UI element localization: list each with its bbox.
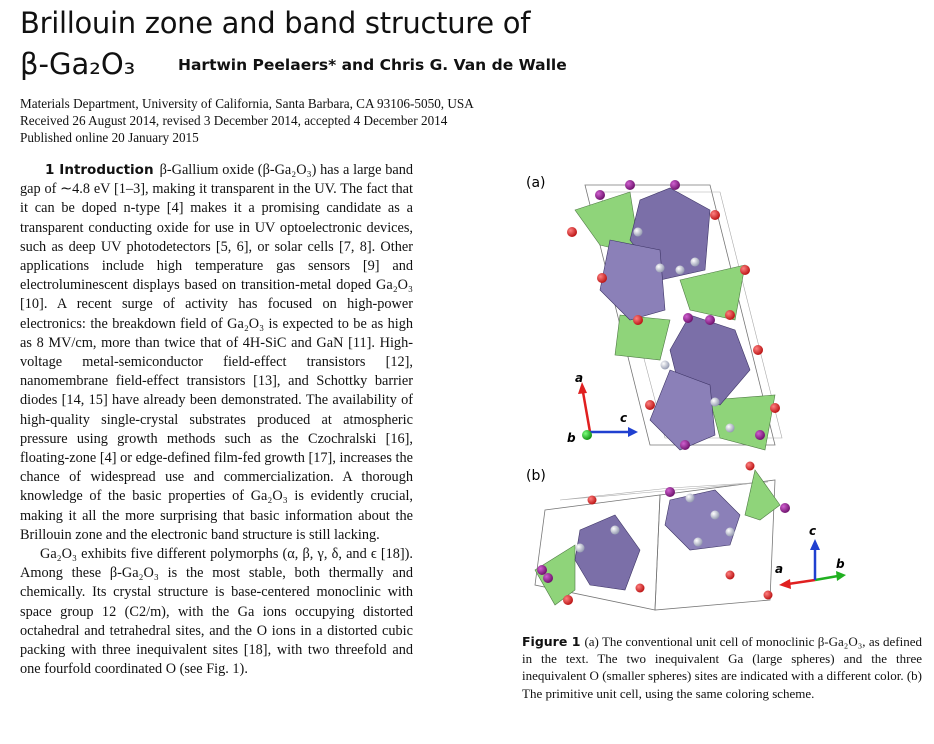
intro-paragraph-1-text: β-Gallium oxide (β-Ga₂O₃) has a large band gap of ∼4.8 eV [1–3], making it transparent in the UV. The fact that it can be doped n-type [4] makes it a promising candidate as a transparent conducting oxide for use in UV optoelectronic devices, such as deep UV photodetectors [5, 6], or solar cells [7, 8]. Other applications include high temperature gas sensors [9] and electroluminescent displays based on transition-metal doped Ga₂O₃ [10]. A recent surge of activity has focused on high-power electronics: the breakdown field of Ga₂O₃ is expected to be as high as 8 MV/cm, more than twice that of 4H-SiC and GaN [11]. High-voltage metal-semiconductor field-effect transistors [12], nanomembrane field-effect transistors [13], and Schottky barrier diodes [14, 15] have already been demonstrated. The availability of high-quality single-crystal substrates produced at atmospheric pressure using growth methods such as the Czochralski [16], floating-zone [4] or edge-defined film-fed growth [17], increases the chance of widespread use and commercialization. A thorough knowledge of the basic properties of Ga₂O₃ is evidently crucial, making it all the more surprising that basic information about the Brillouin zone and the electronic band structure is still lacking. bbox=[20, 162, 413, 543]
oxygen-atom bbox=[753, 345, 763, 355]
oxygen-atom bbox=[680, 440, 690, 450]
caption-label: Figure 1 bbox=[522, 634, 581, 649]
oxygen-atom bbox=[726, 528, 735, 537]
oxygen-atom bbox=[636, 584, 645, 593]
axis-a-label: a bbox=[575, 371, 584, 385]
octahedron bbox=[665, 490, 740, 550]
oxygen-atom bbox=[691, 258, 700, 267]
axis-a-arrowhead bbox=[779, 579, 791, 589]
oxygen-atom bbox=[726, 424, 735, 433]
axis-c-arrowhead bbox=[810, 539, 820, 550]
axis-b-dot bbox=[582, 430, 592, 440]
oxygen-atom bbox=[770, 403, 780, 413]
axes-triad-a bbox=[567, 371, 638, 445]
oxygen-atom bbox=[656, 264, 665, 273]
axis-b-arrowhead bbox=[836, 571, 846, 581]
axis-c-label-b: c bbox=[809, 524, 817, 538]
oxygen-atom bbox=[683, 313, 693, 323]
oxygen-atom bbox=[537, 565, 547, 575]
oxygen-atom bbox=[711, 511, 720, 520]
section-heading: 1 Introduction bbox=[45, 162, 154, 178]
received-dates: Received 26 August 2014, revised 3 December 2014, accepted 4 December 2014 bbox=[20, 113, 448, 128]
octahedron bbox=[575, 515, 640, 590]
oxygen-atom bbox=[567, 227, 577, 237]
oxygen-atom bbox=[726, 571, 735, 580]
axis-c-arrowhead bbox=[628, 427, 638, 437]
authors: Hartwin Peelaers* and Chris G. Van de Walle bbox=[178, 56, 567, 74]
oxygen-atom bbox=[543, 573, 553, 583]
oxygen-atom bbox=[740, 265, 750, 275]
axis-b-label: b bbox=[567, 431, 576, 445]
oxygen-atom bbox=[686, 494, 695, 503]
figure-caption bbox=[522, 633, 922, 702]
oxygen-atom bbox=[780, 503, 790, 513]
oxygen-atom bbox=[634, 228, 643, 237]
axis-c-label: c bbox=[620, 411, 628, 425]
axis-b-label-b: b bbox=[836, 557, 845, 571]
axis-a-label-b: a bbox=[775, 562, 784, 576]
oxygen-atom bbox=[746, 462, 755, 471]
oxygen-atom bbox=[661, 361, 670, 370]
oxygen-atom bbox=[645, 400, 655, 410]
oxygen-atom bbox=[694, 538, 703, 547]
body-text bbox=[20, 161, 413, 679]
axis-a-arrow bbox=[583, 392, 590, 432]
oxygen-atom bbox=[725, 310, 735, 320]
oxygen-atom bbox=[588, 496, 597, 505]
conventional-unit-cell bbox=[567, 180, 782, 450]
paper-title-line-2: β-Ga₂O₃ bbox=[20, 47, 136, 81]
oxygen-atom bbox=[705, 315, 715, 325]
intro-paragraph-2: Ga₂O₃ exhibits five different polymorphs (α, β, γ, δ, and ϵ [18]). Among these β-Ga₂O₃ is the most stable, both thermally and chemically. Its crystal structure is base-centered monoclinic with space group 12 (C2/m), with the Ga ions occupying distorted octahedral and tetrahedral sites, and the O ions in a distorted cubic packing with three inequivalent sites [18], with two threefold and one fourfold coordinated O (see Fig. 1). bbox=[20, 546, 413, 678]
oxygen-atom bbox=[563, 595, 573, 605]
paper-title-line-1: Brillouin zone and band structure of bbox=[20, 6, 531, 40]
oxygen-atom bbox=[625, 180, 635, 190]
panel-b-label: (b) bbox=[526, 468, 546, 484]
oxygen-atom bbox=[597, 273, 607, 283]
oxygen-atom bbox=[595, 190, 605, 200]
oxygen-atom bbox=[676, 266, 685, 275]
caption-text: (a) The conventional unit cell of monoclinic β-Ga₂O₃, as defined in the text. The two inequivalent Ga (large spheres) and the three inequivalent O (smaller spheres) sites are indicated with a different color. (b) The primitive unit cell, using the same coloring scheme. bbox=[522, 634, 922, 701]
axis-b-arrow bbox=[815, 576, 838, 580]
oxygen-atom bbox=[710, 210, 720, 220]
oxygen-atom bbox=[764, 591, 773, 600]
oxygen-atom bbox=[711, 398, 720, 407]
octahedron bbox=[600, 240, 665, 320]
oxygen-atom bbox=[576, 544, 585, 553]
oxygen-atom bbox=[665, 487, 675, 497]
figure-1 bbox=[520, 170, 930, 620]
affiliation: Materials Department, University of California, Santa Barbara, CA 93106-5050, USA bbox=[20, 96, 474, 111]
panel-a-label: (a) bbox=[526, 175, 546, 191]
oxygen-atom bbox=[633, 315, 643, 325]
oxygen-atom bbox=[611, 526, 620, 535]
primitive-unit-cell bbox=[535, 462, 846, 611]
published-date: Published online 20 January 2015 bbox=[20, 130, 199, 145]
axes-triad-b bbox=[775, 524, 846, 589]
axis-a-arrow bbox=[788, 580, 815, 584]
oxygen-atom bbox=[755, 430, 765, 440]
intro-paragraph-1 bbox=[20, 161, 413, 545]
oxygen-atom bbox=[670, 180, 680, 190]
